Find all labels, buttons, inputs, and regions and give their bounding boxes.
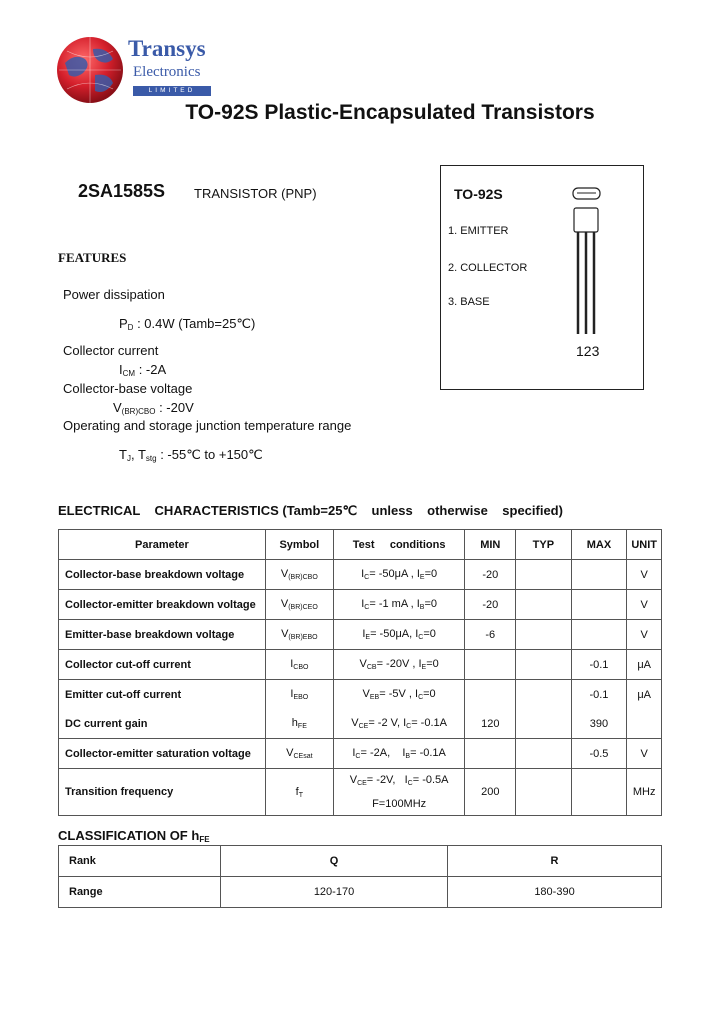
vcbo-symbol: V [113,400,122,415]
col-min: MIN [465,530,516,560]
vcbo-label: Collector-base voltage [63,381,193,396]
cell-min [465,680,516,710]
tj-symbol: T [119,447,127,462]
electrical-table [58,529,662,816]
tstg-sub: stg [145,454,157,463]
cell-typ [516,709,571,739]
pd-sub: D [127,323,134,332]
col-unit: UNIT [627,530,662,560]
cell-min: -20 [465,590,516,620]
cell-typ [516,680,571,710]
cell-parameter: Collector-emitter saturation voltage [59,739,266,769]
temp-line [119,447,263,463]
table-row [59,620,662,650]
company-sub: Electronics [133,64,201,80]
table-row [59,650,662,680]
cell-typ [516,650,571,680]
table-row [59,769,662,816]
table-row [59,680,662,710]
rank-row [59,846,662,877]
cell-unit: μA [627,650,662,680]
pin-2: 2. COLLECTOR [448,262,528,274]
range-q: 120-170 [221,877,448,908]
features-heading: FEATURES [58,250,127,265]
elec-title: ELECTRICAL CHARACTERISTICS (Tamb=25℃ unless otherwise specified) [58,503,563,518]
transistor-package-icon [568,184,608,336]
table-row [59,560,662,590]
page-title: TO-92S Plastic-Encapsulated Transistors [185,101,595,124]
cell-condition: $I_E= -50\mu A$, $I_C=0$ [333,620,465,650]
cell-parameter: Collector-base breakdown voltage [59,560,266,590]
cell-condition: $I_C= -2A$, $I_B= -0.1A$ [333,739,465,769]
package-name: TO-92S [454,186,503,202]
icm-sub: CM [122,369,136,378]
pd-value: : 0.4W (Tamb=25℃) [137,316,256,331]
cell-typ [516,739,571,769]
power-label: Power dissipation [63,287,165,302]
icm-line [119,362,166,378]
cell-min: -6 [465,620,516,650]
cell-condition: $V_{EB}= -5V$ , $I_C=0$ [333,680,465,710]
rank-label: Rank [59,846,221,877]
cell-max [571,590,627,620]
cell-max [571,620,627,650]
cell-parameter: DC current gain [59,709,266,739]
table-row [59,590,662,620]
cell-unit: V [627,560,662,590]
range-r: 180-390 [448,877,662,908]
temp-label: Operating and storage junction temperature range [63,418,352,433]
rank-q: Q [221,846,448,877]
icm-value: : -2A [138,362,167,377]
cell-symbol: $h_{FE}$ [265,709,333,739]
table-row [59,739,662,769]
cell-symbol: $I_{EBO}$ [265,680,333,710]
tj-sub: J [126,454,131,463]
vcbo-value: : -20V [159,400,194,415]
table-header [59,530,662,560]
cell-parameter: Emitter-base breakdown voltage [59,620,266,650]
cell-unit: μA [627,680,662,710]
cell-max: 390 [571,709,627,739]
cell-max [571,769,627,816]
company-name: Transys [128,36,206,61]
pin-3: 3. BASE [448,296,490,308]
cell-condition: $I_C= -50\mu A$ , $I_E=0$ [333,560,465,590]
cell-unit: V [627,739,662,769]
range-label: Range [59,877,221,908]
cell-unit: V [627,620,662,650]
cell-max [571,560,627,590]
globe-logo-icon [55,35,125,105]
cell-min [465,739,516,769]
cell-condition: $V_{CE}= -2V$, $I_C= -0.5A$ F=100MHz [333,769,465,816]
ic-label: Collector current [63,343,159,358]
rank-r: R [448,846,662,877]
part-description: TRANSISTOR (PNP) [194,186,317,201]
col-max: MAX [571,530,627,560]
table-row [59,709,662,739]
cell-symbol: $I_{CBO}$ [265,650,333,680]
company-ltd: LIMITED [133,86,211,96]
pd-symbol: P [119,316,128,331]
classification-title-text: CLASSIFICATION OF h [58,828,200,843]
cell-min: 200 [465,769,516,816]
cell-max: -0.5 [571,739,627,769]
col-typ: TYP [516,530,571,560]
cell-symbol: $f_T$ [265,769,333,816]
cell-max: -0.1 [571,650,627,680]
temp-value: : -55℃ to +150℃ [160,447,263,462]
cell-symbol: $V_{(BR)EBO}$ [265,620,333,650]
col-symbol: Symbol [265,530,333,560]
cell-condition: $V_{CB}= -20V$ , $I_E=0$ [333,650,465,680]
cell-min: 120 [465,709,516,739]
cell-max: -0.1 [571,680,627,710]
icm-symbol: I [119,362,123,377]
part-number: 2SA1585S [78,181,166,201]
classification-title-sub: FE [199,835,210,844]
cell-unit: V [627,590,662,620]
cell-typ [516,560,571,590]
col-parameter: Parameter [59,530,266,560]
cell-parameter: Collector cut-off current [59,650,266,680]
tstg-symbol: , T [130,447,146,462]
range-row [59,877,662,908]
cell-symbol: $V_{(BR)CBO}$ [265,560,333,590]
cell-condition: $I_C= -1$ mA , $I_B=0$ [333,590,465,620]
cell-parameter: Collector-emitter breakdown voltage [59,590,266,620]
pd-line [119,316,255,332]
classification-table [58,845,662,908]
cell-unit [627,709,662,739]
pin-numbers: 123 [576,343,600,359]
cell-parameter: Emitter cut-off current [59,680,266,710]
pin-1: 1. EMITTER [448,225,509,237]
classification-title [58,828,210,844]
vcbo-sub: (BR)CBO [121,407,156,416]
cell-unit: MHz [627,769,662,816]
cell-min [465,650,516,680]
vcbo-line [113,400,194,416]
cell-typ [516,590,571,620]
cell-parameter: Transition frequency [59,769,266,816]
cell-symbol: $V_{CEsat}$ [265,739,333,769]
cell-symbol: $V_{(BR)CEO}$ [265,590,333,620]
cell-typ [516,620,571,650]
cell-typ [516,769,571,816]
col-test-conditions: Test conditions [333,530,465,560]
cell-condition: $V_{CE}= -2$ V, $I_C= -0.1A$ [333,709,465,739]
cell-min: -20 [465,560,516,590]
